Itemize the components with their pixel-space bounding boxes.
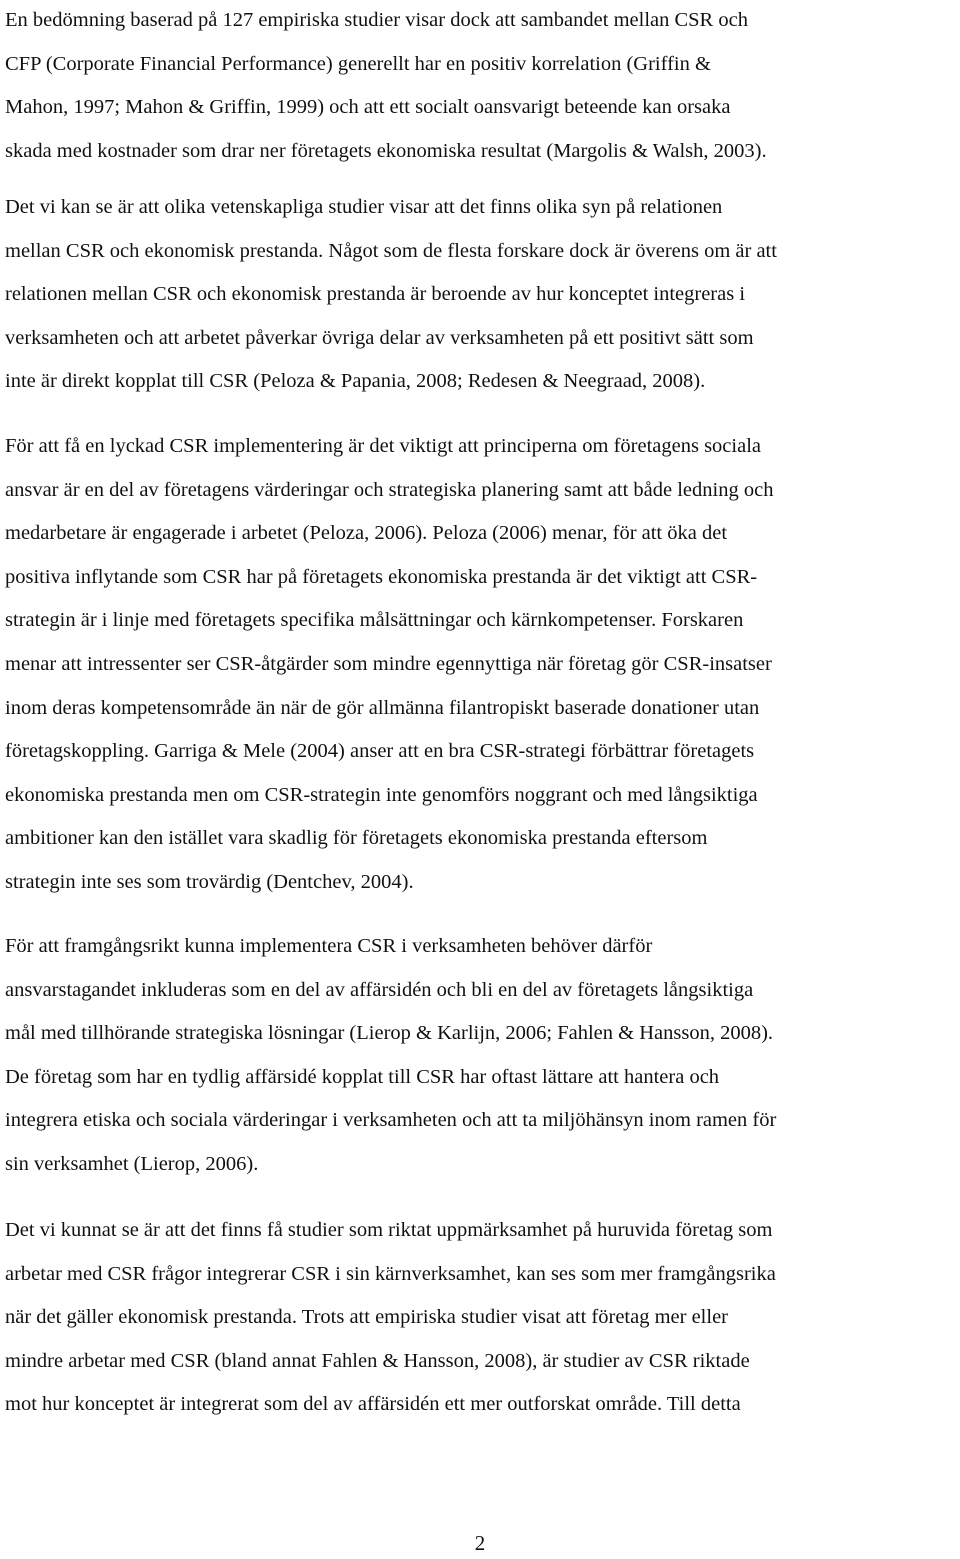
- text-line: mellan CSR och ekonomisk prestanda. Något som de flesta forskare dock är överens om är att: [5, 239, 777, 262]
- text-line: sin verksamhet (Lierop, 2006).: [5, 1152, 259, 1175]
- text-line: För att framgångsrikt kunna implementera CSR i verksamheten behöver därför: [5, 935, 653, 957]
- text-line: integrera etiska och sociala värderingar i verksamheten och att ta miljöhänsyn inom ramen för: [5, 1109, 777, 1132]
- text-line: inom deras kompetensområde än när de gör allmänna filantropiskt baserade donationer utan: [5, 696, 760, 719]
- page-number: 2: [474, 1531, 486, 1555]
- text-line: mindre arbetar med CSR (bland annat Fahlen & Hansson, 2008), är studier av CSR riktade: [5, 1349, 750, 1372]
- paragraph-5: [5, 1209, 955, 1427]
- text-line: arbetar med CSR frågor integrerar CSR i sin kärnverksamhet, kan ses som mer framgångsrika: [5, 1262, 776, 1285]
- text-line: relationen mellan CSR och ekonomisk prestanda är beroende av hur konceptet integreras i: [5, 283, 746, 306]
- text-line: mål med tillhörande strategiska lösningar (Lierop & Karlijn, 2006; Fahlen & Hansson, 2008).: [5, 1022, 774, 1045]
- text-line: företagskoppling. Garriga & Mele (2004) anser att en bra CSR-strategi förbättrar företagets: [5, 740, 755, 763]
- text-line: inte är direkt kopplat till CSR (Peloza & Papania, 2008; Redesen & Neegraad, 2008).: [5, 370, 706, 393]
- text-line: ekonomiska prestanda men om CSR-strategin inte genomförs noggrant och med långsiktiga: [5, 783, 758, 806]
- text-line: menar att intressenter ser CSR-åtgärder som mindre egennyttiga när företag gör CSR-insatser: [5, 652, 772, 675]
- paragraph-4: [5, 925, 955, 1187]
- text-line: En bedömning baserad på 127 empiriska studier visar dock att sambandet mellan CSR och: [5, 9, 748, 31]
- text-line: ansvarstagandet inkluderas som en del av affärsidén och bli en del av företagets långsiktiga: [5, 978, 754, 1001]
- text-line: Mahon, 1997; Mahon & Griffin, 1999) och att ett socialt oansvarigt beteende kan orsaka: [5, 96, 731, 119]
- text-line: CFP (Corporate Financial Performance) generellt har en positiv korrelation (Griffin &: [5, 52, 711, 75]
- text-line: verksamheten och att arbetet påverkar övriga delar av verksamheten på ett positivt sätt som: [5, 326, 754, 349]
- text-line: positiva inflytande som CSR har på företagets ekonomiska prestanda är det viktigt att CSR-: [5, 565, 758, 588]
- text-line: ansvar är en del av företagens värderingar och strategiska planering samt att både ledning och: [5, 478, 774, 501]
- paragraph-3: [5, 425, 955, 905]
- text-line: Det vi kan se är att olika vetenskapliga studier visar att det finns olika syn på relationen: [5, 196, 723, 218]
- text-line: när det gäller ekonomisk prestanda. Trots att empiriska studier visat att företag mer eller: [5, 1306, 728, 1329]
- text-line: ambitioner kan den istället vara skadlig för företagets ekonomiska prestanda eftersom: [5, 827, 708, 850]
- text-line: strategin är i linje med företagets specifika målsättningar och kärnkompetenser. Forskaren: [5, 609, 744, 632]
- text-line: De företag som har en tydlig affärsidé kopplat till CSR har oftast lättare att hantera och: [5, 1065, 720, 1088]
- paragraph-2: [5, 186, 955, 404]
- text-line: skada med kostnader som drar ner företagets ekonomiska resultat (Margolis & Walsh, 2003).: [5, 139, 767, 162]
- text-line: medarbetare är engagerade i arbetet (Peloza, 2006). Peloza (2006) menar, för att öka det: [5, 522, 728, 545]
- text-line: Det vi kunnat se är att det finns få studier som riktat uppmärksamhet på huruvida företag som: [5, 1219, 773, 1241]
- paragraph-1: [5, 0, 955, 173]
- text-line: strategin inte ses som trovärdig (Dentchev, 2004).: [5, 870, 414, 893]
- text-line: För att få en lyckad CSR implementering är det viktigt att principerna om företagens sociala: [5, 435, 761, 457]
- text-line: mot hur konceptet är integrerat som del av affärsidén ett mer outforskat område. Till detta: [5, 1393, 741, 1416]
